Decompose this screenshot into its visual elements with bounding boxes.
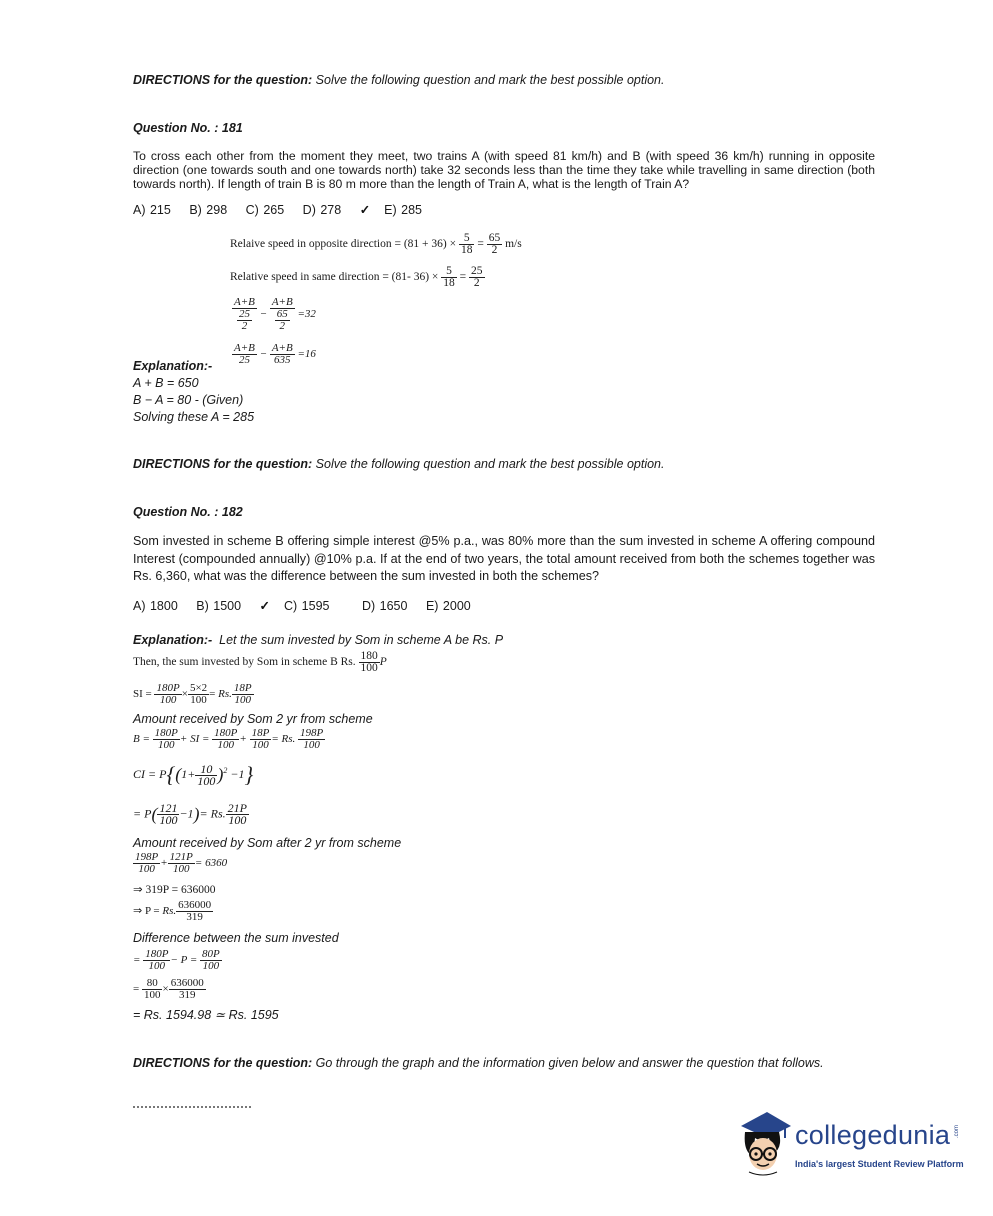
final-answer: = Rs. 1594.98 ≃ Rs. 1595 (133, 1008, 279, 1022)
option-c: C) 265 (245, 203, 285, 217)
explanation-181: Explanation:- A + B = 650 B − A = 80 - (Given) Solving these A = 285 (133, 359, 255, 424)
option-a: A) 215 (133, 203, 171, 217)
equation-1: $\frac{A+B}{\frac{25}{2}}$ − $\frac{A+B}{\frac{65}{2}}$ =32 (234, 296, 316, 332)
p-value: ⇒ P = Rs. $\frac{636000}{319}$ (133, 899, 212, 923)
difference-eq-1: = $\frac{180P}{100}$ − P = $\frac{80P}{100}$ (133, 948, 220, 972)
ci-result: = P( $\frac{121}{100}$ −1)= Rs. $\frac{21P}{100}$ (133, 801, 247, 827)
directions-182: DIRECTIONS for the question: Solve the following question and mark the best possible option. (133, 457, 665, 471)
check-icon: ✓ (259, 599, 271, 613)
options-182: A) 1800 B) 1500 ✓ C) 1595 D) 1650 E) 2000 (133, 599, 471, 613)
explanation-label: Explanation:- (133, 359, 213, 373)
cut-off-question-header (133, 1106, 251, 1110)
question-number-182: Question No. : 182 (133, 505, 243, 519)
question-number-181: Question No. : 181 (133, 121, 243, 135)
collegedunia-logo (735, 1108, 965, 1188)
ci-equation: CI = P{(1+ $\frac{10}{100}$ )$^2$ −1} (133, 761, 254, 788)
option-c: ✓ C) 1595 (259, 599, 330, 613)
brand-dotcom: .com (954, 1125, 960, 1139)
b-equation: B = $\frac{180P}{100}$ + SI = $\frac{180P}{100}$ + $\frac{18P}{100}$ = Rs. $\frac{198P}{100}$ (133, 727, 324, 751)
brand-name: collegedunia (795, 1120, 951, 1150)
directions-183: DIRECTIONS for the question: Go through the graph and the information given below and answer the question that follows. (133, 1056, 824, 1070)
difference-eq-2: = $\frac{80}{100}$ × $\frac{636000}{319}$ (133, 977, 204, 1001)
relative-speed-same: Relative speed in same direction = (81- 36) × $\frac{5}{18}$ = $\frac{25}{2}$ (230, 265, 483, 289)
option-d: D) 278 (302, 203, 342, 217)
question-text-182: Som invested in scheme B offering simple interest @5% p.a., was 80% more than the sum invested in scheme A offering compound Interest (compounded annually) @10% p.a. If at the end of two years, the total amount received from both the schemes together was Rs. 6,360, what was the difference between the sum invested in both the schemes? (133, 534, 875, 583)
brand-tagline: India's largest Student Review Platform (795, 1159, 964, 1169)
amount-2yr: Amount received by Som 2 yr from scheme (133, 712, 373, 726)
directions-label: DIRECTIONS for the question: (133, 73, 313, 87)
directions-text: Solve the following question and mark the best possible option. (315, 73, 665, 87)
equation-2: $\frac{A+B}{25}$ − $\frac{A+B}{635}$ =16 (234, 342, 316, 366)
options-181 (133, 202, 450, 217)
student-mascot-icon (735, 1108, 793, 1180)
option-b: B) 298 (189, 203, 228, 217)
difference-label: Difference between the sum invested (133, 931, 339, 945)
directions-181 (133, 73, 664, 87)
si-equation: SI = $\frac{180P}{100}$ × $\frac{5\times 2}{100}$ = Rs. $\frac{18P}{100}$ (133, 682, 252, 706)
step-319p: ⇒ 319P = 636000 (133, 884, 216, 896)
then-line: Then, the sum invested by Som in scheme B Rs. $\frac{180}{100}$ P (133, 650, 387, 674)
explanation-182-heading: Explanation:- Let the sum invested by Som in scheme A be Rs. P (133, 633, 504, 647)
question-text-181: To cross each other from the moment they meet, two trains A (with speed 81 km/h) and B (with speed 36 km/h) running in opposite direction (one towards south and one towards north) take 32 seconds less than the time they take while travelling in same direction (both towards north). If length of train B is 80 m more than the length of Train A, what is the length of Train A? (133, 149, 875, 191)
relative-speed-opposite: Relaive speed in opposite direction = (81 + 36) × $\frac{5}{18}$ = $\frac{65}{2}$ m/s (230, 232, 522, 256)
amount-after: Amount received by Som after 2 yr from scheme (133, 836, 402, 850)
option-e: ✓ E) 285 (359, 203, 423, 217)
sum-equation: $\frac{198P}{100}$ + $\frac{121P}{100}$ = 6360 (135, 851, 228, 875)
check-icon: ✓ (359, 203, 371, 217)
